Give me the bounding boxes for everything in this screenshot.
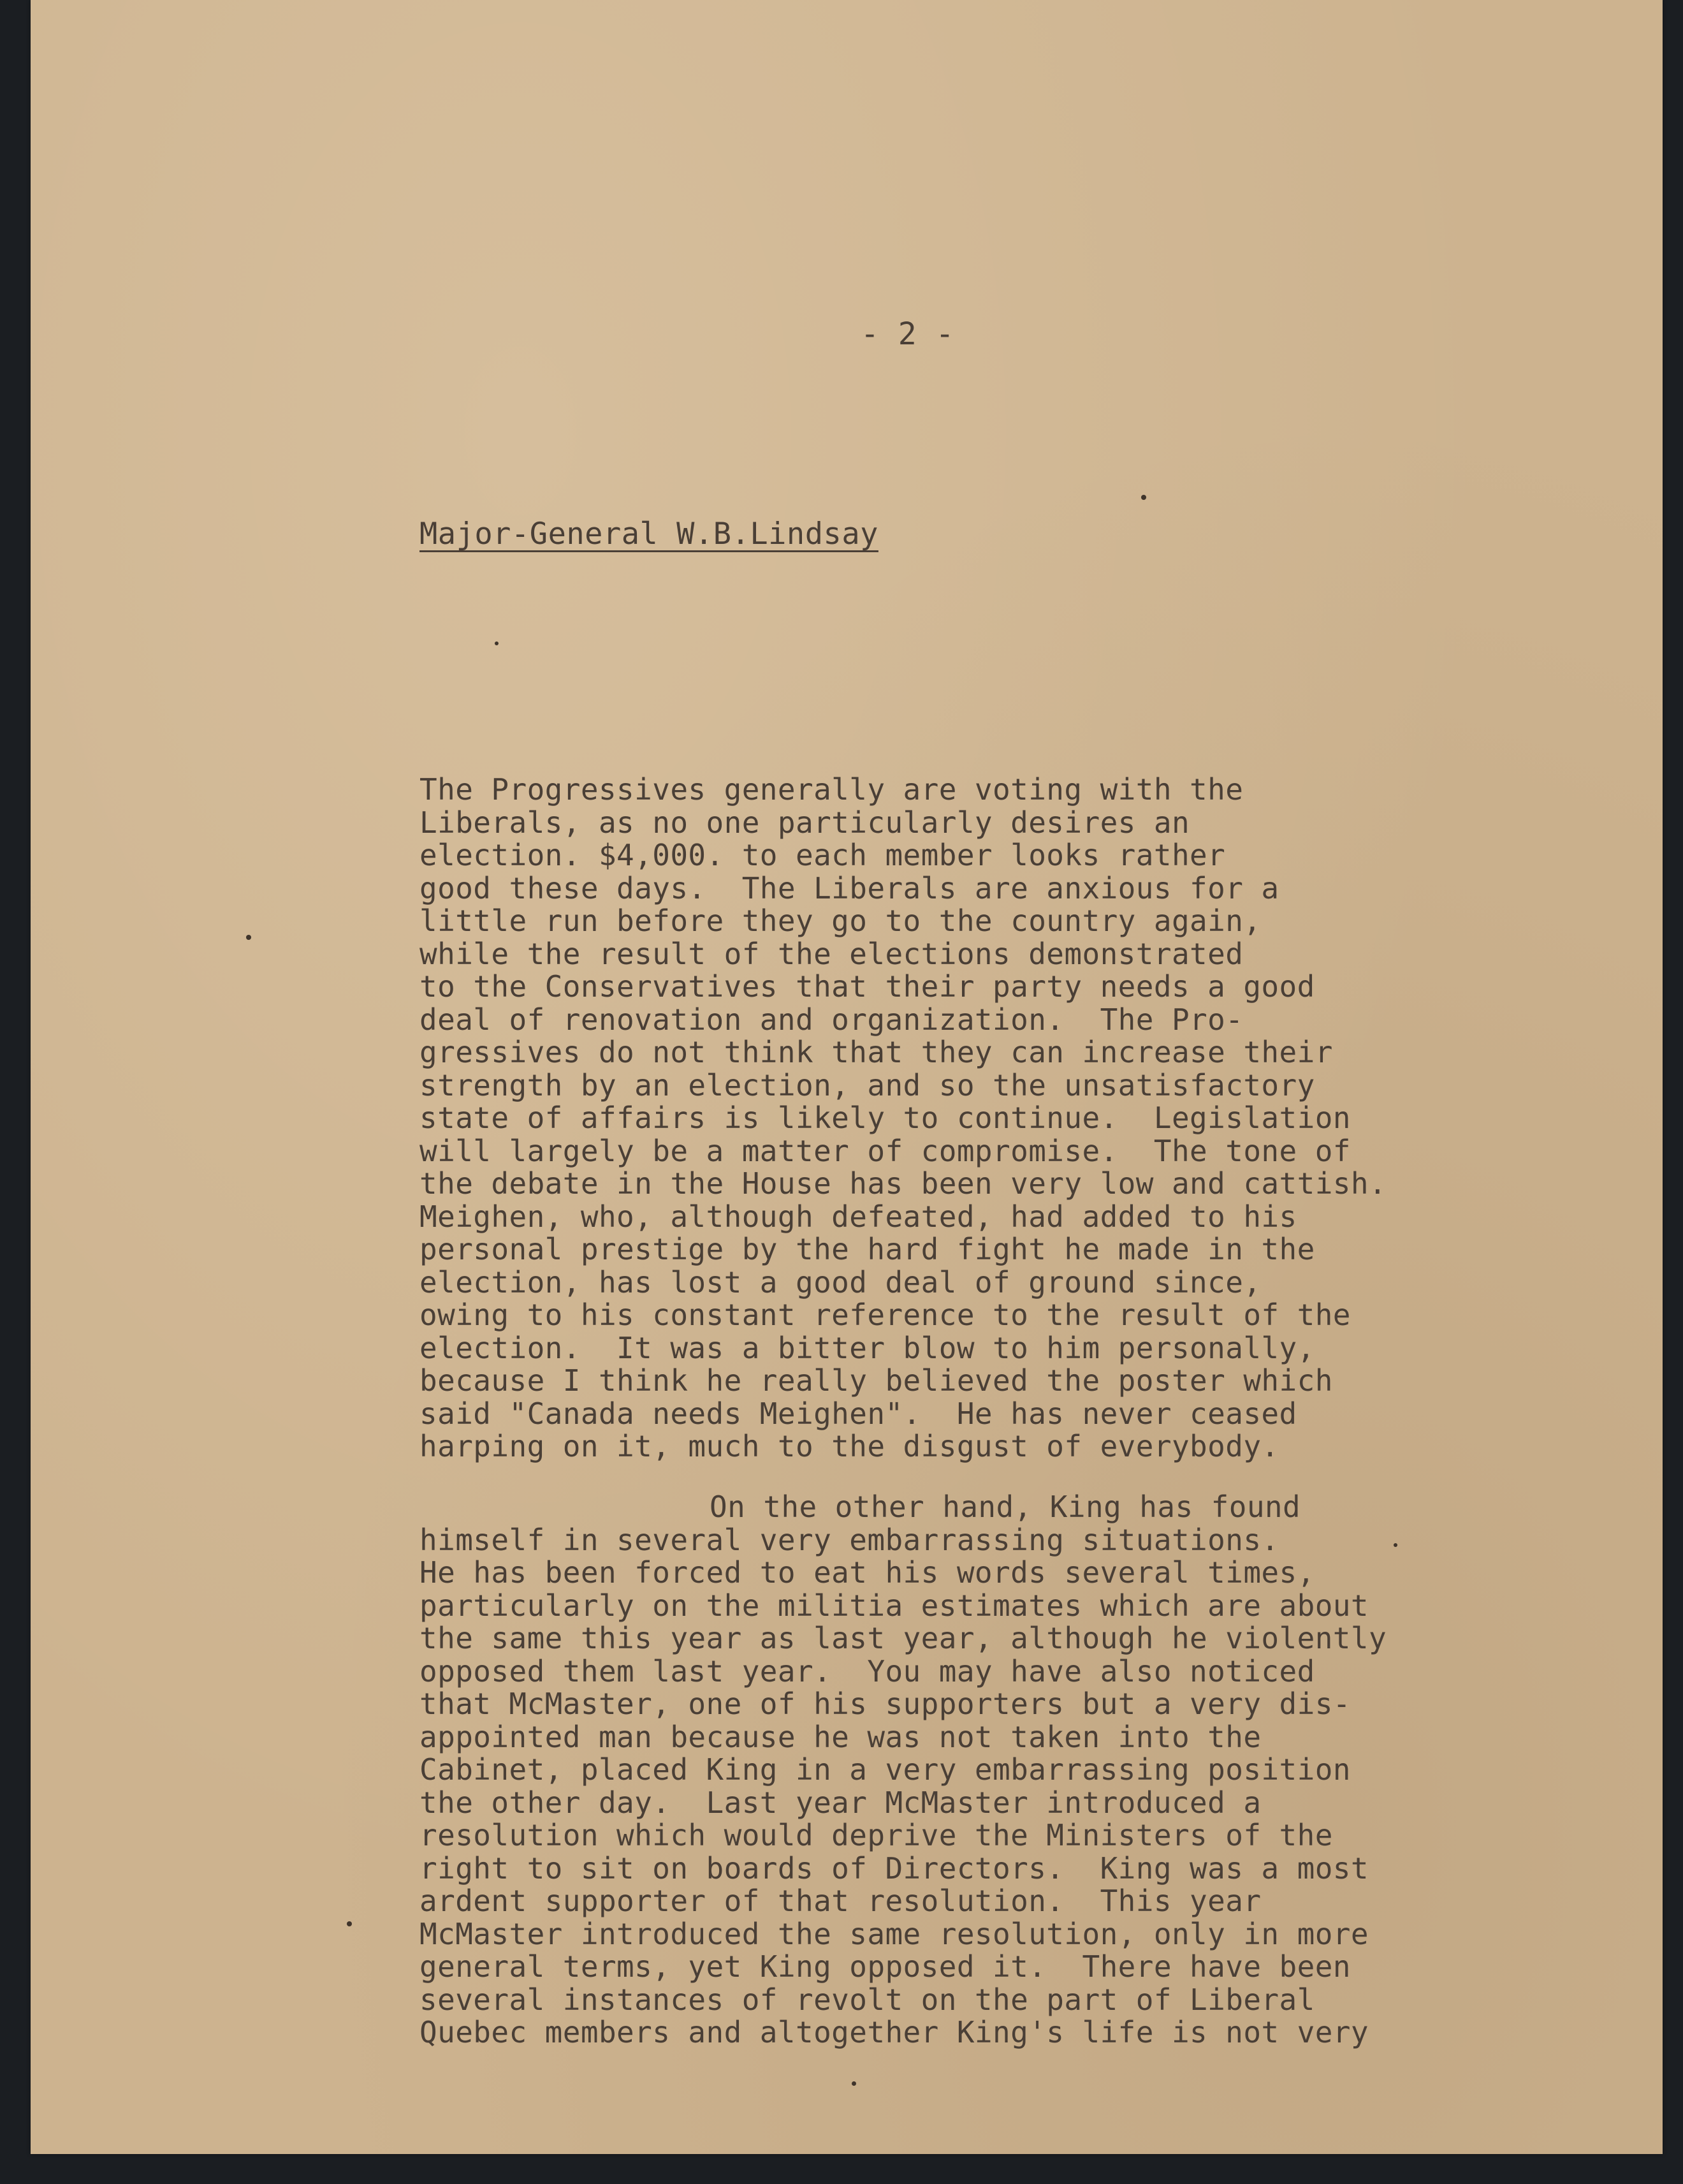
- text-line: while the result of the elections demonstrated: [419, 936, 1244, 971]
- paragraph-2: [419, 1491, 1490, 2049]
- text-line: general terms, yet King opposed it. There have been: [419, 1949, 1351, 1984]
- text-line: state of affairs is likely to continue. Legislation: [419, 1101, 1351, 1135]
- text-line: election. $4,000. to each member looks rather: [419, 838, 1226, 872]
- text-line: He has been forced to eat his words several times,: [419, 1555, 1315, 1590]
- ink-speck: [495, 641, 499, 645]
- text-line: that McMaster, one of his supporters but a very dis-: [419, 1687, 1351, 1721]
- text-line: The Progressives generally are voting with the: [419, 772, 1244, 807]
- text-line: little run before they go to the country again,: [419, 904, 1262, 938]
- text-line: right to sit on boards of Directors. King was a most: [419, 1851, 1369, 1886]
- text-line: Meighen, who, although defeated, had added to his: [419, 1199, 1297, 1234]
- text-line: himself in several very embarrassing situations.: [419, 1522, 1279, 1557]
- ink-speck: [1394, 1543, 1397, 1547]
- ink-speck: [852, 2081, 856, 2086]
- ink-speck: [347, 1921, 352, 1926]
- text-line: because I think he really believed the poster which: [419, 1363, 1333, 1398]
- text-line: several instances of revolt on the part of Liberal: [419, 1982, 1315, 2017]
- text-line: Liberals, as no one particularly desires an: [419, 805, 1190, 840]
- text-line: ardent supporter of that resolution. This year: [419, 1884, 1262, 1918]
- paragraph-2-opening: On the other hand, King has found: [710, 1490, 1301, 1524]
- text-line: the same this year as last year, although he violently: [419, 1621, 1387, 1655]
- ink-speck: [246, 935, 251, 940]
- text-line: said "Canada needs Meighen". He has never ceased: [419, 1396, 1297, 1431]
- text-line: election, has lost a good deal of ground since,: [419, 1264, 1262, 1300]
- text-line: strength by an election, and so the unsatisfactory: [419, 1067, 1315, 1103]
- text-line: resolution which would deprive the Ministers of the: [419, 1818, 1333, 1852]
- text-line: owing to his constant reference to the result of the: [419, 1298, 1351, 1332]
- paragraph-1: [419, 773, 1490, 1463]
- text-line: good these days. The Liberals are anxious for a: [419, 870, 1279, 905]
- text-line: election. It was a bitter blow to him personally,: [419, 1330, 1315, 1365]
- page-number: - 2 -: [861, 316, 954, 352]
- text-line: will largely be a matter of compromise. The tone of: [419, 1133, 1351, 1168]
- text-line: harping on it, much to the disgust of everybody.: [419, 1429, 1279, 1463]
- text-line: McMaster introduced the same resolution, only in more: [419, 1916, 1369, 1951]
- letter-heading: Major-General W.B.Lindsay: [419, 517, 878, 552]
- text-line: the debate in the House has been very low and cattish.: [419, 1166, 1387, 1201]
- text-line: deal of renovation and organization. The Pro-: [419, 1002, 1244, 1037]
- text-line: to the Conservatives that their party needs a good: [419, 969, 1315, 1004]
- text-line: Quebec members and altogether King's life is not very: [419, 2015, 1369, 2049]
- text-line: [419, 1491, 1490, 1524]
- text-line: personal prestige by the hard fight he made in the: [419, 1232, 1315, 1266]
- text-line: gressives do not think that they can increase their: [419, 1035, 1333, 1069]
- text-line: particularly on the militia estimates which are about: [419, 1588, 1369, 1623]
- text-line: Cabinet, placed King in a very embarrassing position: [419, 1752, 1351, 1787]
- text-line: appointed man because he was not taken into the: [419, 1719, 1262, 1754]
- text-line: the other day. Last year McMaster introduced a: [419, 1785, 1262, 1820]
- ink-speck: [1141, 495, 1146, 500]
- text-line: opposed them last year. You may have also noticed: [419, 1653, 1315, 1689]
